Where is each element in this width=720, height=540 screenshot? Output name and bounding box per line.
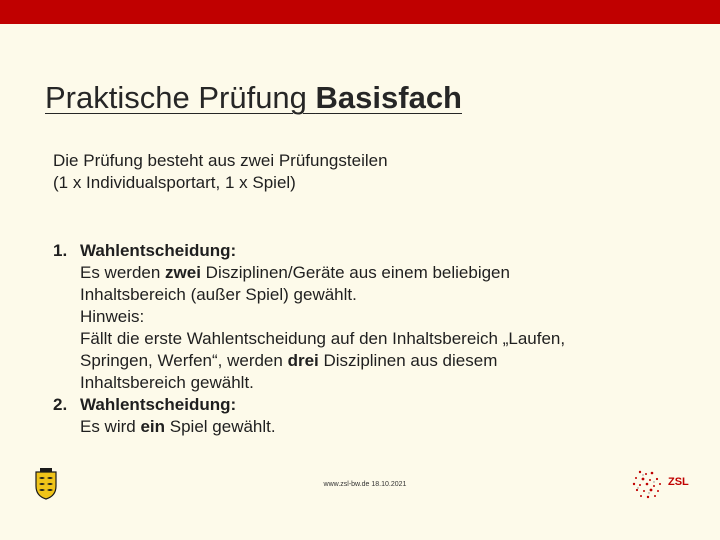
- slide-body: [53, 150, 683, 438]
- list-item-heading: Wahlentscheidung:: [80, 241, 237, 260]
- emphasis: ein: [140, 417, 166, 436]
- intro-line-1: Die Prüfung besteht aus zwei Prüfungsteilen: [53, 151, 388, 170]
- text-run: Spiel gewählt.: [165, 417, 276, 436]
- coat-of-arms-icon: [34, 468, 58, 500]
- list-item-line: Fällt die erste Wahlentscheidung auf den Inhaltsbereich „Laufen,: [80, 329, 566, 348]
- text-run: Es wird: [80, 417, 141, 436]
- list-item-line: Inhaltsbereich (außer Spiel) gewählt.: [80, 285, 357, 304]
- zsl-logo-text: ZSL: [668, 476, 689, 488]
- slide-title: [45, 80, 462, 116]
- title-regular: Praktische Prüfung: [45, 80, 316, 115]
- list-number: 1.: [53, 241, 68, 260]
- list-item-heading: Wahlentscheidung:: [80, 395, 237, 414]
- numbered-list: [53, 240, 683, 438]
- footer-text: www.zsl-bw.de 18.10.2021: [323, 481, 407, 488]
- list-item-line: Inhaltsbereich gewählt.: [80, 373, 254, 392]
- list-item-1: [53, 240, 683, 394]
- text-run: Disziplinen/Geräte aus einem beliebigen: [200, 263, 510, 282]
- intro-text: [53, 150, 683, 194]
- list-item-2: [53, 394, 683, 438]
- emphasis: drei: [287, 351, 319, 370]
- text-run: Es werden: [80, 263, 166, 282]
- list-item-line: [80, 350, 683, 372]
- list-number: 2.: [53, 395, 68, 414]
- text-run: Disziplinen aus diesem: [318, 351, 498, 370]
- emphasis: zwei: [165, 263, 201, 282]
- top-accent-bar: [0, 0, 720, 24]
- title-bold: Basisfach: [315, 80, 462, 115]
- list-item-line: [80, 416, 683, 438]
- list-item-line: [80, 262, 683, 284]
- list-item-line: Hinweis:: [80, 307, 145, 326]
- intro-line-2: (1 x Individualsportart, 1 x Spiel): [53, 173, 296, 192]
- text-run: Springen, Werfen“, werden: [80, 351, 288, 370]
